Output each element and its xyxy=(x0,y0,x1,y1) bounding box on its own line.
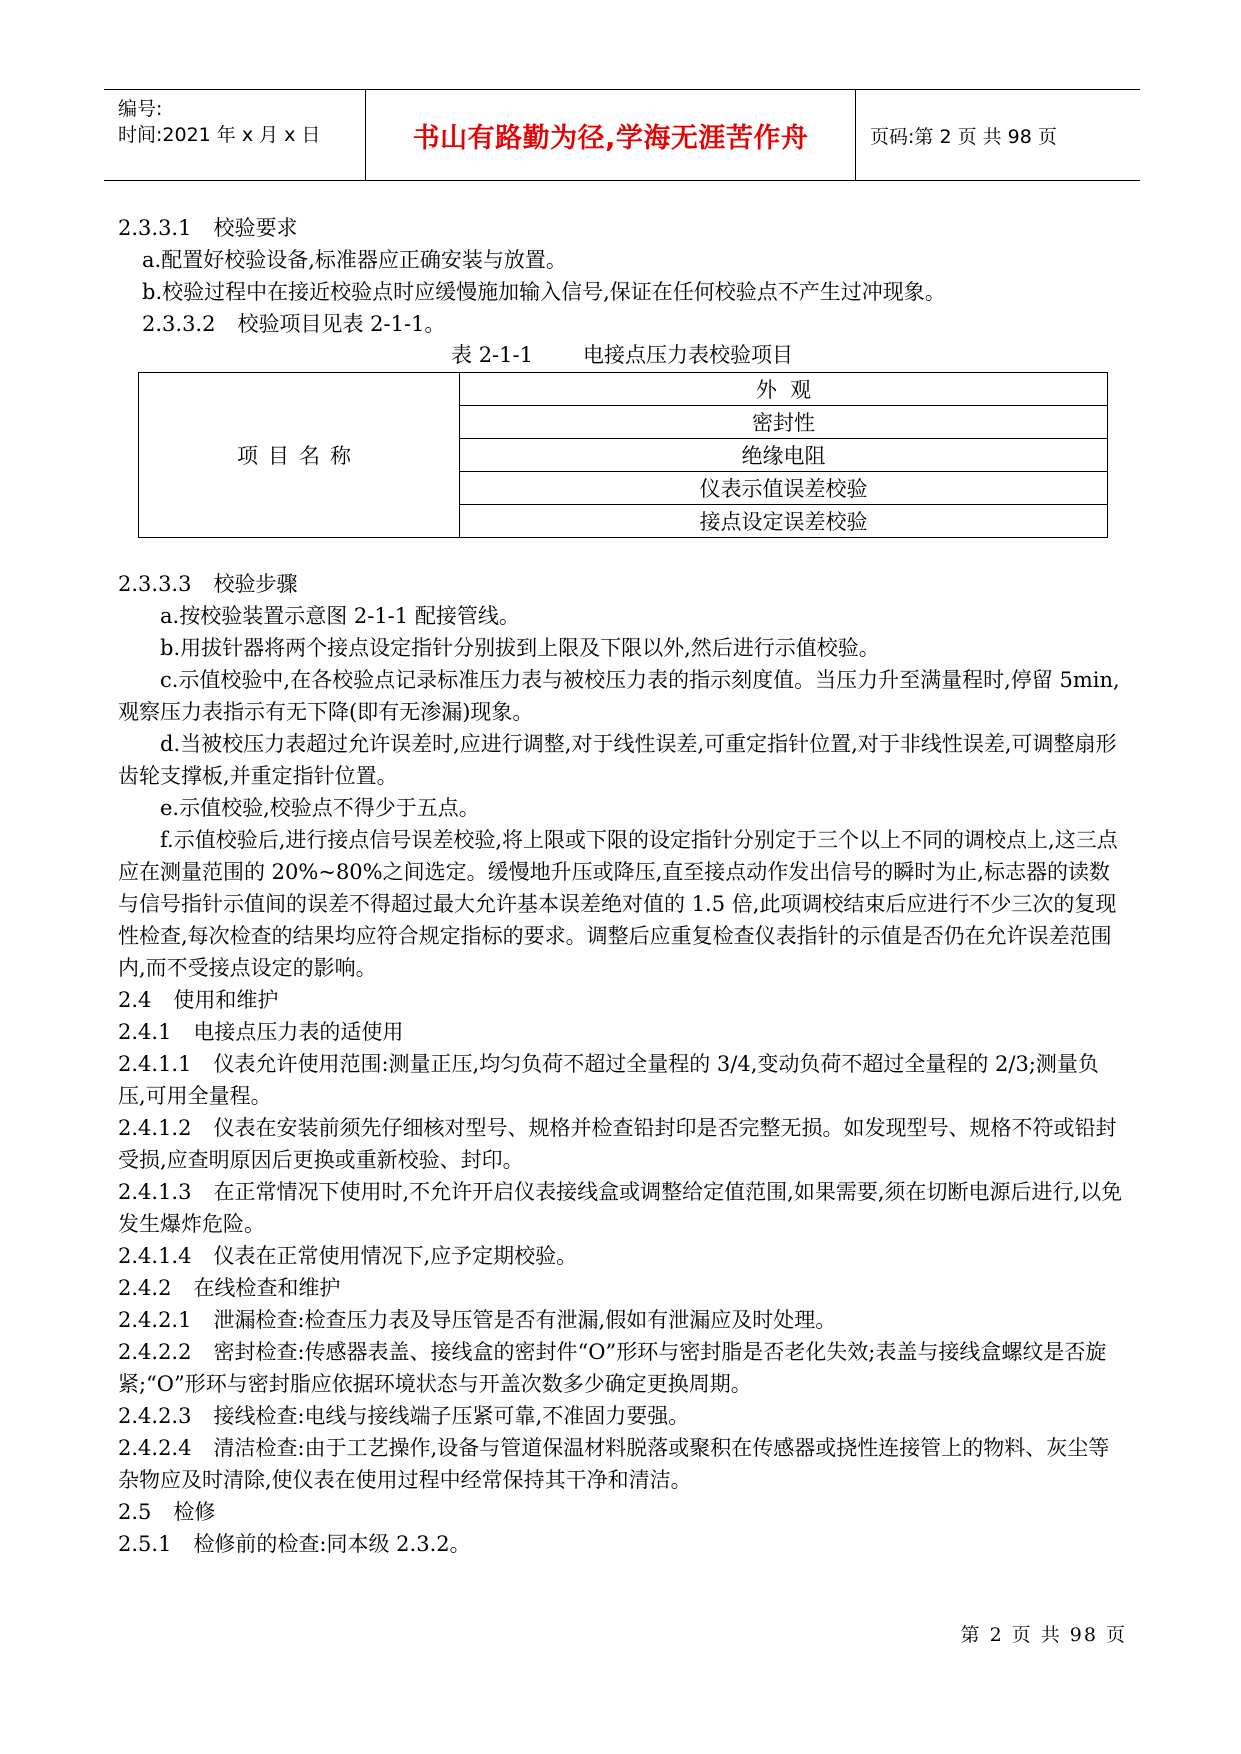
header-slogan-cell xyxy=(366,90,856,180)
section-number: 2.4.1 xyxy=(118,1020,172,1044)
step-f: f.示值校验后,进行接点信号误差校验,将上限或下限的设定指针分别定于三个以上不同的调校点上,这三点应在测量范围的 20%~80%之间选定。缓慢地升压或降压,直至接点动作发出信号的瞬时为止,标志器的读数与信号指针示值间的误差不得超过最大允许基本误差绝对值的 1.5 倍,此项调校结束后应进行不少三次的复现性检查,每次检查的结果均应符合规定指标的要求。调整后应重复检查仪表指针的示值是否仍在允许误差范围内,而不受接点设定的影响。 xyxy=(118,828,1118,980)
table-cell: 外 观 xyxy=(460,373,1108,406)
section-text: 仪表在安装前须先仔细核对型号、规格并检查铅封印是否完整无损。如发现型号、规格不符或铅封受损,应查明原因后更换或重新校验、封印。 xyxy=(118,1116,1117,1172)
section-number: 2.4.1.4 xyxy=(118,1244,192,1268)
section-number: 2.4.2.3 xyxy=(118,1404,192,1428)
page-footer: 第 2 页 共 98 页 xyxy=(960,1624,1127,1646)
section-title: 校验项目见表 2-1-1。 xyxy=(237,312,446,336)
section-number: 2.4.2.2 xyxy=(118,1340,192,1364)
table-cell: 仪表示值误差校验 xyxy=(460,472,1108,505)
section-title: 校验步骤 xyxy=(213,572,298,596)
table-cell: 绝缘电阻 xyxy=(460,439,1108,472)
number-label: 编号: xyxy=(118,98,163,120)
section-number: 2.4.1.2 xyxy=(118,1116,192,1140)
section-text: 泄漏检查:检查压力表及导压管是否有泄漏,假如有泄漏应及时处理。 xyxy=(213,1308,837,1332)
paragraph-a: a.配置好校验设备,标准器应正确安装与放置。 xyxy=(142,248,567,272)
section-text: 接线检查:电线与接线端子压紧可靠,不准固力要强。 xyxy=(213,1404,690,1428)
section-2-4-1-2 xyxy=(118,1112,1126,1176)
section-title: 检修 xyxy=(173,1500,216,1524)
section-2-4-1 xyxy=(118,1016,1126,1048)
section-2-4-2-1 xyxy=(118,1304,1126,1336)
section-2-3-3-3 xyxy=(118,568,1126,600)
section-number: 2.4.2.1 xyxy=(118,1308,192,1332)
time-label: 时间:2021 年 x 月 x 日 xyxy=(118,124,321,146)
section-2-4-2-2 xyxy=(118,1336,1126,1400)
table-caption-number: 表 2-1-1 xyxy=(451,343,533,367)
step-d: d.当被校压力表超过允许误差时,应进行调整,对于线性误差,可重定指针位置,对于非线性误差,可调整扇形齿轮支撑板,并重定指针位置。 xyxy=(118,732,1117,788)
table-cell: 密封性 xyxy=(460,406,1108,439)
section-number: 2.4.2.4 xyxy=(118,1436,192,1460)
section-2-5-1 xyxy=(118,1528,1126,1560)
section-2-3-3-2 xyxy=(118,308,1126,340)
section-text: 密封检查:传感器表盖、接线盒的密封件“O”形环与密封脂是否老化失效;表盖与接线盒螺纹是否旋紧;“O”形环与密封脂应依据环境状态与开盖次数多少确定更换周期。 xyxy=(118,1340,1107,1396)
section-number: 2.3.3.1 xyxy=(118,216,192,240)
section-2-4-1-3 xyxy=(118,1176,1126,1240)
table-cell: 接点设定误差校验 xyxy=(460,505,1108,538)
table-row xyxy=(139,373,1108,406)
document-body xyxy=(118,212,1126,1560)
step-a: a.按校验装置示意图 2-1-1 配接管线。 xyxy=(160,604,520,628)
section-2-4-2-3 xyxy=(118,1400,1126,1432)
section-2-4-1-1 xyxy=(118,1048,1126,1112)
section-title: 使用和维护 xyxy=(173,988,279,1012)
section-number: 2.5.1 xyxy=(118,1532,172,1556)
inspection-items-table xyxy=(138,372,1108,538)
section-2-3-3-1 xyxy=(118,212,1126,244)
item-name-cell: 项目名称 xyxy=(139,373,460,538)
table-caption xyxy=(118,340,1126,370)
section-2-4-2-4 xyxy=(118,1432,1126,1496)
section-number: 2.5 xyxy=(118,1500,152,1524)
section-2-4-1-4 xyxy=(118,1240,1126,1272)
step-c: c.示值校验中,在各校验点记录标准压力表与被校压力表的指示刻度值。当压力升至满量程时,停留 5min,观察压力表指示有无下降(即有无渗漏)现象。 xyxy=(118,668,1120,724)
section-number: 2.4.1.3 xyxy=(118,1180,192,1204)
section-number: 2.4.1.1 xyxy=(118,1052,192,1076)
section-text: 在正常情况下使用时,不允许开启仪表接线盒或调整给定值范围,如果需要,须在切断电源后进行,以免发生爆炸危险。 xyxy=(118,1180,1123,1236)
header-left-cell xyxy=(104,90,366,180)
section-2-4-2 xyxy=(118,1272,1126,1304)
page-header xyxy=(104,89,1140,181)
page-info: 页码:第 2 页 共 98 页 xyxy=(870,125,1057,148)
section-2-4 xyxy=(118,984,1126,1016)
section-number: 2.3.3.2 xyxy=(142,312,216,336)
section-text: 仪表在正常使用情况下,应予定期校验。 xyxy=(213,1244,578,1268)
section-text: 仪表允许使用范围:测量正压,均匀负荷不超过全量程的 3/4,变动负荷不超过全量程的 2/3;测量负压,可用全量程。 xyxy=(118,1052,1099,1108)
section-number: 2.4 xyxy=(118,988,152,1012)
section-number: 2.3.3.3 xyxy=(118,572,192,596)
paragraph-b: b.校验过程中在接近校验点时应缓慢施加输入信号,保证在任何校验点不产生过冲现象。 xyxy=(142,280,946,304)
step-e: e.示值校验,校验点不得少于五点。 xyxy=(160,796,480,820)
section-number: 2.4.2 xyxy=(118,1276,172,1300)
section-title: 电接点压力表的适使用 xyxy=(193,1020,404,1044)
table-caption-title: 电接点压力表校验项目 xyxy=(582,343,793,367)
section-text: 清洁检查:由于工艺操作,设备与管道保温材料脱落或聚积在传感器或挠性连接管上的物料、灰尘等杂物应及时清除,使仪表在使用过程中经常保持其干净和清洁。 xyxy=(118,1436,1110,1492)
slogan: 书山有路勤为径,学海无涯苦作舟 xyxy=(412,122,809,154)
step-b: b.用拔针器将两个接点设定指针分别拔到上限及下限以外,然后进行示值校验。 xyxy=(160,636,880,660)
section-title: 校验要求 xyxy=(213,216,298,240)
section-title: 在线检查和维护 xyxy=(193,1276,341,1300)
header-page-info xyxy=(856,90,1140,180)
section-text: 检修前的检查:同本级 2.3.2。 xyxy=(193,1532,471,1556)
section-2-5 xyxy=(118,1496,1126,1528)
